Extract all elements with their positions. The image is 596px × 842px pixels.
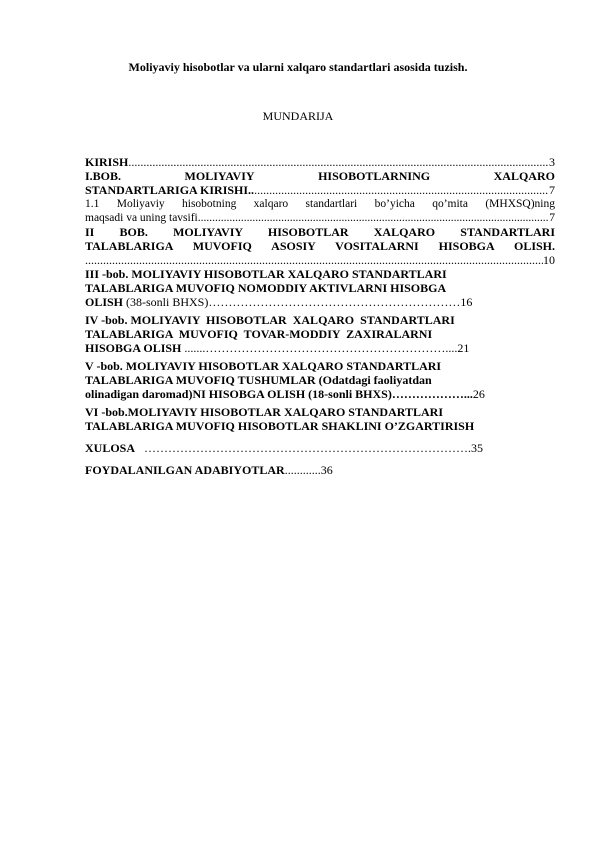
toc-entry-bob5: [85, 359, 555, 401]
toc-line: TALABLARIGA MUVOFIQ ASOSIY VOSITALARNI HISOBGA OLISH.: [85, 239, 555, 253]
toc-entry-bob2: [85, 225, 555, 267]
toc-line: TALABLARIGA MUVOFIQ NOMODDIY AKTIVLARNI HISOBGA: [85, 281, 447, 295]
toc-leader: [254, 183, 549, 197]
toc-page-number: 35: [471, 441, 484, 455]
toc-heading: MUNDARIJA: [262, 109, 334, 123]
toc-text: (38-sonli BHXS)………………………………………………………: [123, 295, 461, 309]
toc-line: TALABLARIGA MUVOFIQ TUSHUMLAR (Odatdagi faoliyatdan: [85, 373, 432, 387]
toc-text: maqsadi va uning tavsifi: [85, 212, 198, 224]
toc-label: KIRISH: [85, 155, 129, 169]
toc-line: [85, 341, 555, 355]
toc-label: FOYDALANILGAN ADABIYOTLAR: [85, 463, 285, 477]
toc-entry-kirish: [85, 155, 555, 169]
toc-line: V -bob. MOLIYAVIY HISOBOTLAR XALQARO STANDARTLARI: [85, 359, 442, 373]
toc-line: TALABLARIGA MUVOFIQ HISOBOTLAR SHAKLINI O’ZGARTIRISH: [85, 419, 475, 433]
toc-entry-bob1: [85, 169, 555, 197]
toc-entry-section-1-1: [85, 197, 555, 225]
toc-page-number: 3: [549, 155, 555, 169]
toc-leader: ............: [284, 463, 321, 477]
toc-text: olinadigan daromad)NI HISOBGA OLISH (18-sonli BHXS)………………...: [85, 387, 473, 401]
toc-leader: ……………………………………………………………………….: [135, 441, 472, 455]
toc-entry-bob6: [85, 405, 555, 433]
toc-line: [85, 211, 555, 225]
toc-page-number: 16: [460, 295, 473, 309]
toc-leader: [128, 155, 549, 169]
toc-line: TALABLARIGA MUVOFIQ TOVAR-MODDIY ZAXIRALARNI: [85, 327, 433, 341]
document-title: Moliyaviy hisobotlar va ularni xalqaro standartlari asosida tuzish.: [128, 60, 468, 74]
toc-entry-xulosa: [85, 441, 555, 455]
toc-text: XALQARO: [493, 169, 555, 183]
toc-line: [85, 169, 555, 183]
toc-line: II BOB. MOLIYAVIY HISOBOTLAR XALQARO STANDARTLARI: [85, 225, 555, 239]
toc-entry-bob4: [85, 313, 555, 355]
toc-page-number: 36: [320, 463, 333, 477]
toc-text: HISOBOTLARNING: [318, 169, 431, 183]
toc-line: III -bob. MOLIYAVIY HISOBOTLAR XALQARO STANDARTLARI: [85, 267, 447, 281]
toc-text: .......……………………………………………………....: [181, 341, 458, 355]
toc-entry-adabiyotlar: [85, 463, 555, 477]
toc-text: MOLIYAVIY: [184, 169, 255, 183]
toc-line: 1.1 Moliyaviy hisobotning xalqaro standartlari bo’yicha qo’mita (MHXSQ)ning: [85, 198, 555, 210]
toc-line: [85, 295, 555, 309]
toc-leader: [85, 253, 543, 267]
toc-page-number: 10: [543, 253, 555, 267]
toc-text: HISOBGA OLISH: [85, 341, 182, 355]
toc-label: XULOSA: [85, 441, 136, 455]
table-of-contents: [85, 155, 555, 477]
toc-line: [85, 387, 555, 401]
toc-line: [85, 183, 555, 197]
toc-page-number: 7: [549, 183, 555, 197]
toc-page-number: 21: [457, 341, 470, 355]
toc-text: STANDARTLARIGA KIRISHI..: [85, 183, 255, 197]
toc-line: [85, 253, 555, 267]
toc-text: OLISH: [85, 295, 124, 309]
toc-text: I.BOB.: [85, 169, 122, 183]
toc-leader: [198, 211, 550, 225]
toc-page-number: 7: [549, 212, 555, 224]
toc-entry-bob3: [85, 267, 555, 309]
toc-line: VI -bob.MOLIYAVIY HISOBOTLAR XALQARO STANDARTLARI: [85, 405, 443, 419]
toc-page-number: 26: [472, 387, 485, 401]
toc-line: IV -bob. MOLIYAVIY HISOBOTLAR XALQARO STANDARTLARI: [85, 313, 455, 327]
